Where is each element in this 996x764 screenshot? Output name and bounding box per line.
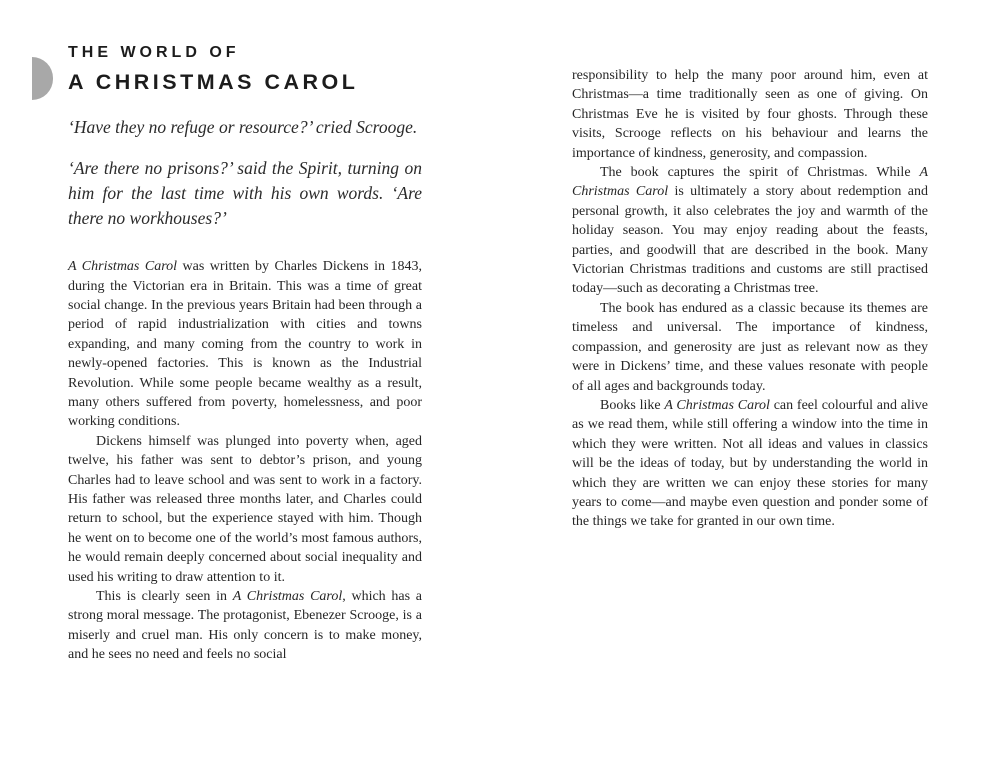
chapter-kicker: THE WORLD OF	[68, 44, 240, 61]
body-paragraph: A Christmas Carol was written by Charles Dickens in 1843, during the Victorian era in Britain. This was a time of great social change. In the previous years Britain had been through a period of rapid industrialization with cities and towns expanding, and many coming from the country to work in newly-opened factories. This is known as the Industrial Revolution. While some people became wealthy as a result, many others suffered from poverty, homelessness, and poor working conditions.	[68, 259, 422, 430]
epigraph-quote-1: ‘Have they no refuge or resource?’ cried Scrooge.	[68, 117, 418, 138]
epigraph-quote-2: ‘Are there no prisons?’ said the Spirit, turning on him for the last time with his own words. ‘Are there no workhouses?’	[68, 158, 422, 229]
body-paragraph: This is clearly seen in A Christmas Carol, which has a strong moral message. The protagonist, Ebenezer Scrooge, is a miserly and cruel man. His only concern is to make money, and he sees no need and feels no social	[68, 589, 423, 663]
body-paragraph: responsibility to help the many poor around him, even at Christmas—a time traditionally seen as one of giving. On Christmas Eve he is visited by four ghosts. Through these visits, Scrooge reflects on his behaviour and learns the importance of kindness, generosity, and compassion.	[572, 68, 928, 161]
body-paragraph: The book has endured as a classic because its themes are timeless and universal. The importance of kindness, compassion, and generosity are just as relevant now as they were in Dickens’ time, and these values resonate with people of all ages and backgrounds today.	[572, 300, 928, 394]
body-paragraph: Books like A Christmas Carol can feel colourful and alive as we read them, while still offering a window into the time in which they were written. Not all ideas and values in classics will be the ideas of today, but by understanding the world in which they are written we can enjoy these stories for many years to come—and maybe even question and ponder some of the things we take for granted in our own time.	[572, 397, 928, 530]
body-paragraph: Dickens himself was plunged into poverty when, aged twelve, his father was sent to debtor’s prison, and young Charles had to leave school and was sent to work in a factory. His father was released three months later, and Charles could return to school, but the experience stayed with him. Though he went on to become one of the world’s most famous authors, he would remain deeply concerned about social inequality and used his writing to draw attention to it.	[68, 433, 422, 585]
chapter-thumb-tab-icon	[32, 57, 53, 100]
chapter-title: A CHRISTMAS CAROL	[68, 70, 359, 95]
body-paragraph: The book captures the spirit of Christmas. While A Christmas Carol is ultimately a story about redemption and personal growth, it also celebrates the joy and warmth of the holiday season. You may enjoy reading about the feasts, parties, and goodwill that are described in the book. Many Victorian Christmas traditions and customs are still practised today—such as decorating a Christmas tree.	[572, 165, 928, 297]
left-page	[68, 44, 422, 665]
right-page	[572, 66, 928, 532]
